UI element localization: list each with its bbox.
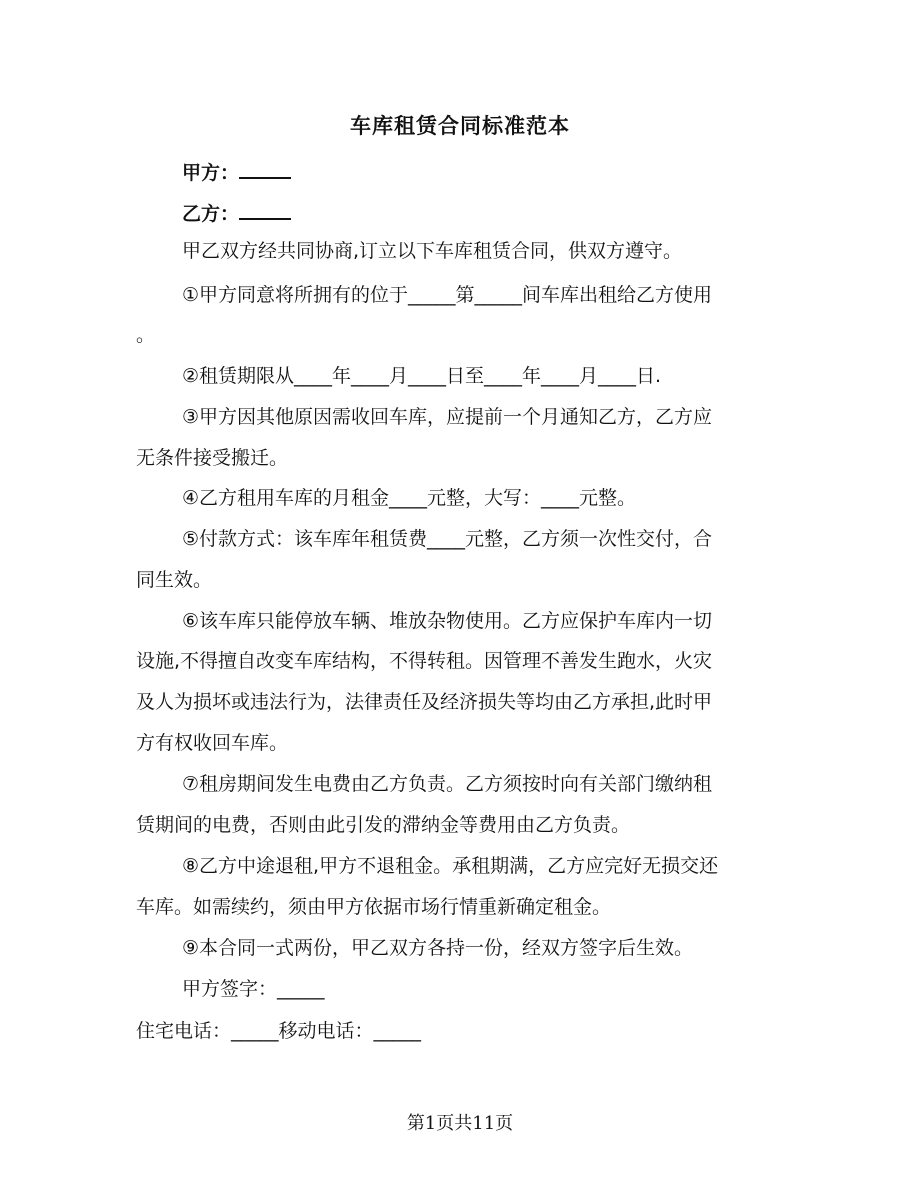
clause-9: ⑨本合同一式两份，甲乙双方各持一份，经双方签字后生效。: [182, 937, 694, 959]
clause-7-line-2: 赁期间的电费，否则由此引发的滞纳金等费用由乙方负责。: [136, 814, 631, 836]
party-a-label: 甲方：: [182, 162, 240, 184]
clause-2: ②租赁期限从____年____月____日至____年____月____日.: [182, 365, 662, 387]
clause-6-line-2: 设施,不得擅自改变车库结构，不得转租。因管理不善发生跑水，火灾: [136, 650, 713, 672]
party-a-blank: [239, 157, 291, 179]
clause-3-line-2: 无条件接受搬迁。: [136, 447, 289, 469]
party-b-line: [182, 198, 291, 227]
party-b-label: 乙方：: [182, 203, 240, 225]
clause-3-line-1: ③甲方因其他原因需收回车库，应提前一个月通知乙方，乙方应: [182, 406, 713, 428]
clause-8-line-2: 车库。如需续约，须由甲方依据市场行情重新确定租金。: [136, 896, 612, 918]
clause-1-line-2: 。: [136, 324, 156, 346]
intro-paragraph: 甲乙双方经共同协商,订立以下车库租赁合同，供双方遵守。: [182, 240, 683, 262]
page-indicator: 第1页共11页: [406, 1113, 514, 1134]
clause-1-line-1: ①甲方同意将所拥有的位于_____第_____间车库出租给乙方使用: [182, 284, 713, 306]
clause-5-line-1: ⑤付款方式：该车库年租赁费____元整，乙方须一次性交付，合: [182, 528, 713, 550]
party-a-line: [182, 157, 291, 186]
clause-6-line-4: 方有权收回车库。: [136, 732, 289, 754]
document-title: 车库租赁合同标准范本: [350, 114, 570, 138]
party-b-blank: [239, 198, 291, 220]
signature-a-line: 甲方签字：_____: [182, 978, 325, 1000]
clause-6-line-3: 及人为损坏或违法行为，法律责任及经济损失等均由乙方承担,此时甲: [136, 691, 713, 713]
phone-line: 住宅电话：_____移动电话：_____: [136, 1020, 422, 1042]
clause-7-line-1: ⑦租房期间发生电费由乙方负责。乙方须按时向有关部门缴纳租: [182, 773, 713, 795]
clause-4: ④乙方租用车库的月租金____元整，大写：____元整。: [182, 487, 637, 509]
clause-8-line-1: ⑧乙方中途退租,甲方不退租金。承租期满，乙方应完好无损交还: [182, 855, 719, 877]
clause-5-line-2: 同生效。: [136, 569, 213, 591]
clause-6-line-1: ⑥该车库只能停放车辆、堆放杂物使用。乙方应保护车库内一切: [182, 610, 713, 632]
